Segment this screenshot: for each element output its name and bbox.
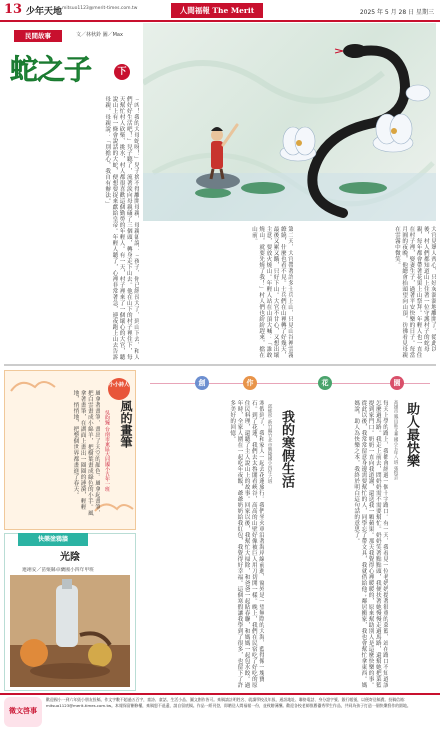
still-life-painting — [10, 575, 130, 687]
call-for-submissions-logo: 徵文啓事 — [4, 697, 42, 727]
art-title: 光陰 — [60, 552, 80, 563]
section-title: 少年天地 — [26, 7, 63, 17]
essay1-body: 每天上學的路上，我都會經過一個十字路口。有一天，我看見一位老奶奶提著很重的菜籃，站在路口不知道該怎麼過馬路。我走上前去，問奶奶需不需要幫忙。奶奶笑著點點頭，我便扶著她慢慢走過馬路，還幫她把菜籃提到家門口。奶奶一直向我道謝，還送我一顆蘋果。那天我覺得心裡暖暖的，原來幫助別人是這麼快樂的事。從此以後，我常常留意身邊需要幫忙的人，同學忘了帶文具，我就借給他；鄰居搬家，我也會幫忙拿東西。媽媽說，助人為快樂之本，我終於明白這句話的意思了。 — [353, 400, 388, 688]
essay1-title: 助人最快樂 — [404, 402, 419, 467]
issue-date: 2025 年 5 月 28 日 星期三 — [359, 9, 434, 16]
art-caption: 連翊安／苗栗縣卓蘭國小四年甲班 — [22, 568, 94, 573]
poem-author: 吳昀臻 台南市東區大同國小五年一班 — [104, 410, 110, 492]
essay2-author: 邱郁彤 新竹縣竹北市興隆國小四年六班 — [267, 404, 272, 484]
story-category-tag: 民間故事 — [14, 30, 62, 42]
creative-garden-ribbon — [150, 383, 430, 384]
section-divider — [4, 364, 436, 366]
creative-garden-char-4: 園 — [390, 376, 404, 390]
art-painting — [10, 575, 130, 687]
creative-garden-char-3: 花 — [318, 376, 332, 390]
section-email: mitsuo1123@merit-times.com.tw — [62, 6, 138, 11]
poem-body: 風拿著畫筆，畫出了天空的顏色。風拿起畫筆，把白雲畫成小綿羊，把樹葉畫成綠色的小手。風拿著畫筆，在湖面上畫出一圈圈的漣漪，輕輕地，悄悄地，把整個世界都畫進了春天。 — [72, 390, 100, 516]
story-text-column-left: 「凶！我的大母蛇呀！」兒子捨不得離開母親，母親卻說：「孩子，你已經長大了，到山下去，和人們好好生活吧！」兒子聽了，流著淚向母親磕了三個頭，轉身走下山去。他在山下的村子裡住下，每天幫忙村人砍柴、挑水，村人都很喜歡這個勤勞的年輕人。有一天，村子裡來了一個壞心的大官，聽說山上有一條會說話的大蛇，便想要捉來獻給皇帝。年輕人聽了，心裡非常著急，連夜跑上山去告訴母親。母親說：「別擔心，我自有辦法。」 — [104, 96, 139, 360]
creative-garden-char-1: 創 — [195, 376, 209, 390]
page-number: 13 — [4, 2, 23, 17]
poem-title: 風的畫筆 — [119, 400, 133, 448]
snake-and-lotus-illustration — [143, 23, 436, 221]
essay2-body: 寒假到了，我和家人一起去花蓮旅行。我們坐火車沿著海岸線前進，窗外是一望無際的大海，藍得像一塊寶石。到了花蓮，我們去太魯閣看峽谷，高高的山壁好像被巨人用刀切開一樣。晚上，我們在民宿吃了好吃的原住民料理，還聽了主人說山上的故事。回家以後，我幫忙大掃除，和爸爸一起貼春聯，和媽媽一起包水餃。過年時，全家人圍在一起吃年夜飯，爺爺奶奶給我紅包，我覺得好幸福。這個寒假讓我學到了很多，也留下了許多美好的回憶。 — [229, 400, 264, 688]
call-for-submissions-text: 歡迎國小一到六年級小朋友投稿，作文字數不超過五百字，童詩、童話、生活小品、圖文創作皆可。來稿請註明姓名、就讀學校及年級、通訊地址、聯絡電話、身分證字號、銀行帳號，以便寄送稿費。投稿信箱：mitsuo1123@merit-times.com.tw。本報保留刪修權，來稿恕不退還，請自留底稿。作品一經刊登，即贈送人間福報一份，並致贈薄酬。歡迎各校老師推薦優秀學生作品，共同為孩子打造一個快樂寫作的園地。 — [46, 697, 411, 708]
story-illustration — [143, 23, 436, 221]
essay1-author: 高雄市鳳山區文華國小五年八班 張愷芸 — [393, 400, 398, 480]
poem-section-badge: 小小詩人 — [108, 378, 130, 400]
story-byline: 文／林秋鈴 圖／Max — [76, 32, 123, 38]
essay2-title: 我的寒假生活 — [279, 410, 294, 488]
story-part-badge: 下 — [114, 64, 130, 80]
story-text-column-right: 大官見眾人齊心，只好灰溜溜地離開了。從此以後，村人們都知道山上住著一位守護村子的蛇母親，每年都會帶著花果上山祭拜。年輕人也一直住在村子裡，娶妻生子，過著平安快樂的日子。每當月圓的夜晚，他總會抬頭望向山頂，彷彿看見母親在雲霧中微笑。 — [393, 226, 436, 358]
story-title: 蛇之子 — [10, 53, 92, 86]
art-section-tag: 快樂塗鴉牆 — [18, 533, 88, 546]
creative-garden-char-2: 作 — [243, 376, 257, 390]
newspaper-brand: 人間福報 The Merit — [171, 3, 263, 18]
story-text-column-middle: 第二天，大官帶著許多士兵上山，只見山谷裡雲霧繚繞，什麼也看不見。士兵們在山裡轉了好幾天，最後又累又餓，只好下山。大官不甘心，又想出壞主意，要放火燒山。年輕人站在山頂大喊：「誰敢燒山，就要先燒了我！」村人們也紛紛趕來，擋在山前。 — [250, 226, 293, 358]
